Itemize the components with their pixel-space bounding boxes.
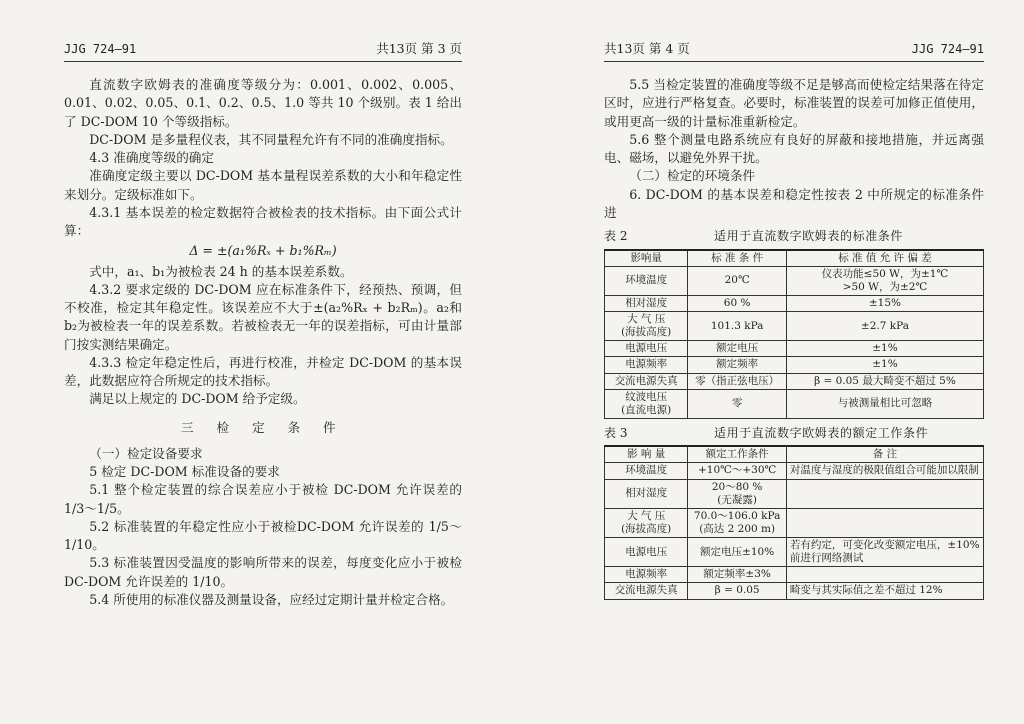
left-page-header xyxy=(64,40,462,62)
table-cell: 环境温度 xyxy=(605,463,688,479)
table-cell: 仪表功能≤50 W，为±1℃ >50 W，为±2℃ xyxy=(786,266,983,295)
standard-code: JJG 724—91 xyxy=(911,41,984,56)
table-body xyxy=(605,463,984,599)
clause: 4.3.2 要求定级的 DC-DOM 应在标准条件下，经预热、预调，但不校准，检定其年稳定性。该误差应不大于±(a₂%Rₓ + b₂Rₘ)。a₂和 b₂为被检表一年的误差系数。若被检表无一年的误差指标，可由计量部门按实测结果确定。 xyxy=(64,281,462,352)
table-cell: 交流电源失真 xyxy=(605,373,688,389)
section-heading: 4.3 准确度等级的确定 xyxy=(89,150,214,166)
table-cell: +10℃～+30℃ xyxy=(688,463,787,479)
chapter-heading: 三 检 定 条 件 xyxy=(180,419,346,435)
table-cell: 零（指正弦电压） xyxy=(688,373,787,389)
table-cell: 额定频率±3% xyxy=(688,567,787,583)
table-cell: 相对湿度 xyxy=(605,295,688,311)
table-header-row xyxy=(605,446,984,463)
table-header-row xyxy=(605,250,984,267)
paragraph: 满足以上规定的 DC-DOM 给予定级。 xyxy=(89,391,306,407)
table-cell: 大 气 压 (海拔高度) xyxy=(605,508,688,537)
column-header: 影响量 xyxy=(605,250,688,267)
standard-code: JJG 724—91 xyxy=(64,41,137,56)
page-number: 共13页 第 3 页 xyxy=(376,41,462,56)
table-cell: ±1% xyxy=(786,341,983,357)
subsection-heading: （一）检定设备要求 xyxy=(89,445,203,461)
table-cell: 零 xyxy=(688,389,787,418)
column-header: 标 准 值 允 许 偏 差 xyxy=(786,250,983,267)
table-cell xyxy=(786,508,983,537)
table-cell: 电源电压 xyxy=(605,341,688,357)
clause: 5.4 所使用的标准仪器及测量设备，应经过定期计量并检定合格。 xyxy=(89,591,454,607)
table-cell xyxy=(786,479,983,508)
column-header: 标 准 条 件 xyxy=(688,250,787,267)
rated-operating-conditions-table xyxy=(604,445,984,599)
table-body xyxy=(605,266,984,418)
table-cell: 电源频率 xyxy=(605,357,688,373)
clause: 6. DC-DOM 的基本误差和稳定性按表 2 中所规定的标准条件进 xyxy=(604,186,984,220)
table-cell: 额定电压 xyxy=(688,341,787,357)
table-row xyxy=(605,538,984,567)
table-cell: β = 0.05 xyxy=(688,583,787,599)
table-cell: 70.0～106.0 kPa (高达 2 200 m) xyxy=(688,508,787,537)
table-row xyxy=(605,266,984,295)
subsection-heading: （二）检定的环境条件 xyxy=(629,168,756,184)
table-cell: 60 % xyxy=(688,295,787,311)
table-label: 表 2 xyxy=(604,229,628,244)
formula: Δ = ±(a₁%Rₓ + b₁%Rₘ) xyxy=(189,243,337,259)
table-row xyxy=(605,341,984,357)
clause: 5.1 整个检定装置的综合误差应小于被检 DC-DOM 允许误差的 1/3～1/5。 xyxy=(64,482,462,516)
standard-conditions-table xyxy=(604,249,984,419)
paragraph: 式中，a₁、b₁为被检表 24 h 的基本误差系数。 xyxy=(89,263,353,279)
clause: 5.6 整个测量电路系统应有良好的屏蔽和接地措施，并远离强电、磁场，以避免外界干扰。 xyxy=(604,131,984,166)
table-cell: 相对湿度 xyxy=(605,479,688,508)
column-header: 影 响 量 xyxy=(605,446,688,463)
table-cell: ±1% xyxy=(786,357,983,373)
clause: 4.3.3 检定年稳定性后，再进行校准，并检定 DC-DOM 的基本误差，此数据应符合所规定的技术指标。 xyxy=(64,354,462,389)
clause: 5.2 标准装置的年稳定性应小于被检DC-DOM 允许误差的 1/5～1/10。 xyxy=(64,518,462,553)
column-header: 额定工作条件 xyxy=(688,446,787,463)
table-caption xyxy=(604,228,984,245)
clause: 5.3 标准装置因受温度的影响所带来的误差，每度变化应小于被检 DC-DOM 允许误差的 1/10。 xyxy=(64,555,462,589)
table-row xyxy=(605,567,984,583)
paragraph: 直流数字欧姆表的准确度等级分为：0.001、0.002、0.005、0.01、0.02、0.05、0.1、0.2、0.5、1.0 等共 10 个级别。表 1 给出了 DC-DOM 10 个等级指标。 xyxy=(64,77,462,129)
table-row xyxy=(605,479,984,508)
table-row xyxy=(605,295,984,311)
table-row xyxy=(605,583,984,599)
column-header: 备 注 xyxy=(786,446,983,463)
table-label: 表 3 xyxy=(604,425,628,440)
table-row xyxy=(605,373,984,389)
paragraph: 准确度定级主要以 DC-DOM 基本量程误差系数的大小和年稳定性来划分。定级标准如下。 xyxy=(64,168,462,202)
table-title: 适用于直流数字欧姆表的额定工作条件 xyxy=(714,425,929,440)
table-row xyxy=(605,463,984,479)
table-cell: 对温度与湿度的极限值组合可能加以限制 xyxy=(786,463,983,479)
table-cell: 101.3 kPa xyxy=(688,312,787,341)
table-cell: β = 0.05 最大畸变不超过 5% xyxy=(786,373,983,389)
table-cell: 环境温度 xyxy=(605,266,688,295)
table-cell: 20℃ xyxy=(688,266,787,295)
table-cell: 畸变与其实际值之差不超过 12% xyxy=(786,583,983,599)
clause: 4.3.1 基本误差的检定数据符合被检表的技术指标。由下面公式计算： xyxy=(64,204,462,239)
table-cell: 额定电压±10% xyxy=(688,538,787,567)
right-page-header xyxy=(604,40,984,62)
table-cell: ±15% xyxy=(786,295,983,311)
table-cell: 大 气 压 (海拔高度) xyxy=(605,312,688,341)
table-cell: 纹波电压 (直流电源) xyxy=(605,389,688,418)
table-cell: 额定频率 xyxy=(688,357,787,373)
table-cell: 与被测量相比可忽略 xyxy=(786,389,983,418)
table-cell: 若有约定，可变化改变额定电压，±10% 前进行网络测试 xyxy=(786,538,983,567)
section-heading: 5 检定 DC-DOM 标准设备的要求 xyxy=(89,464,280,480)
table-cell: 20～80 % (无凝露) xyxy=(688,479,787,508)
table-cell: 交流电源失真 xyxy=(605,583,688,599)
table-cell: ±2.7 kPa xyxy=(786,312,983,341)
table-row xyxy=(605,508,984,537)
table-row xyxy=(605,357,984,373)
clause: 5.5 当检定装置的准确度等级不足是够高而使检定结果落在待定区时，应进行严格复查。必要时，标准装置的误差可加修正值使用，或用更高一级的计量标准重新检定。 xyxy=(604,77,984,129)
paragraph: DC-DOM 是多量程仪表，其不同量程允许有不同的准确度指标。 xyxy=(89,131,453,147)
page-number: 共13页 第 4 页 xyxy=(604,41,690,56)
right-page xyxy=(512,0,1024,724)
table-row xyxy=(605,389,984,418)
table-title: 适用于直流数字欧姆表的标准条件 xyxy=(714,229,904,244)
table-row xyxy=(605,312,984,341)
table-cell: 电源频率 xyxy=(605,567,688,583)
table-caption xyxy=(604,425,984,442)
table-cell: 电源电压 xyxy=(605,538,688,567)
table-cell xyxy=(786,567,983,583)
